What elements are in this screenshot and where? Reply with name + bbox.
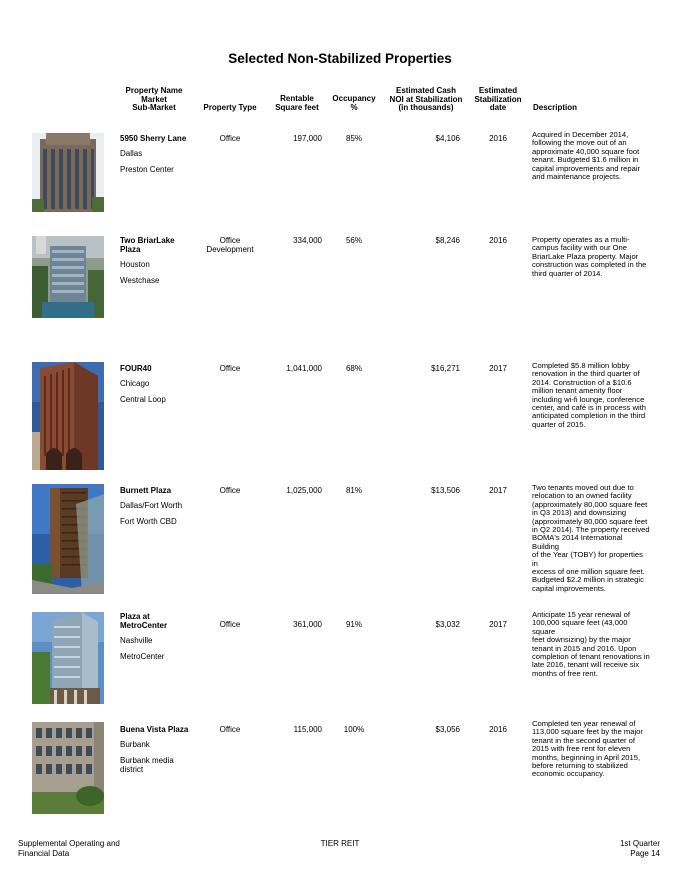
estimated-noi: $3,056: [435, 725, 460, 734]
property-name: Buena Vista Plaza: [120, 725, 189, 734]
property-type: Office Development: [206, 236, 254, 254]
market: Nashville: [120, 636, 153, 645]
market: Houston: [120, 260, 150, 269]
property-photo-two-briarlake-plaza: [32, 236, 104, 318]
property-name-cell: [120, 486, 200, 526]
estimated-noi: $13,506: [431, 486, 460, 495]
header-stabilization-date: Estimated Stabilization date: [474, 86, 522, 112]
estimated-noi: $8,246: [435, 236, 460, 245]
rentable-square-feet: 197,000: [293, 134, 322, 143]
occupancy: 100%: [343, 725, 365, 734]
footer-right: 1st Quarter Page 14: [619, 839, 660, 858]
sub-market: Westchase: [120, 276, 160, 285]
property-photo-four40: [32, 362, 104, 470]
rentable-square-feet: 115,000: [293, 725, 322, 734]
footer-center: TIER REIT: [320, 839, 360, 848]
market: Dallas/Fort Worth: [120, 501, 183, 510]
description: Anticipate 15 year renewal of 100,000 square feet (43,000 square feet downsizing) by the major tenant in 2015 and 2016. Upon completion of tenant renovations in late 2016, tenant will receive six months of free rent.: [532, 610, 650, 678]
property-name-cell: [120, 236, 200, 285]
header-description: Description: [533, 103, 578, 112]
occupancy: 68%: [345, 364, 362, 373]
property-name: Burnett Plaza: [120, 486, 172, 495]
stabilization-date: 2017: [489, 620, 507, 629]
occupancy: 56%: [345, 236, 362, 245]
occupancy: 91%: [345, 620, 362, 629]
rentable-square-feet: 1,025,000: [286, 486, 322, 495]
footer-left: Supplemental Operating and Financial Data: [18, 839, 120, 858]
description: Acquired in December 2014, following the move out of an approximate 40,000 square foot tenant. Budgeted $1.6 million in capital improvements and repair and maintenance projects.: [532, 130, 641, 182]
sub-market: Preston Center: [120, 165, 174, 174]
property-name-cell: [120, 612, 200, 661]
property-type: Office: [219, 486, 241, 495]
header-property-type: Property Type: [203, 103, 257, 112]
rentable-square-feet: 361,000: [293, 620, 322, 629]
property-photo-buena-vista-plaza: [32, 722, 104, 814]
property-name-line-2: MetroCenter: [120, 621, 168, 630]
sub-market: Central Loop: [120, 395, 166, 404]
property-name: FOUR40: [120, 364, 152, 373]
property-type: Office: [219, 620, 241, 629]
estimated-noi: $3,032: [435, 620, 460, 629]
occupancy: 81%: [345, 486, 362, 495]
property-photo-plaza-at-metrocenter: [32, 612, 104, 704]
property-name-cell: [120, 725, 200, 774]
market: Dallas: [120, 149, 143, 158]
rentable-square-feet: 334,000: [293, 236, 322, 245]
description: Two tenants moved out due to relocation to an owned facility (approximately 80,000 square feet in Q3 2013) and downsizing (approximately 80,000 square feet in Q2 2014). The property received BOMA's 2014 International Building of the Year (TOBY) for properties in excess of one million square feet. Budgeted $2.2 million in strategic capital improvements.: [532, 483, 650, 593]
property-name: Plaza at: [120, 612, 150, 621]
stabilization-date: 2017: [489, 364, 507, 373]
property-name-cell: [120, 364, 200, 404]
property-name-line-2: Plaza: [120, 245, 141, 254]
stabilization-date: 2016: [489, 236, 507, 245]
rentable-square-feet: 1,041,000: [286, 364, 322, 373]
stabilization-date: 2017: [489, 486, 507, 495]
property-type: Office: [219, 134, 241, 143]
header-noi: Estimated Cash NOI at Stabilization (in thousands): [389, 86, 463, 112]
sub-market-line-2: district: [120, 765, 144, 774]
property-name-cell: [120, 134, 200, 174]
property-name: Two BriarLake: [120, 236, 175, 245]
market: Burbank: [120, 740, 150, 749]
header-occupancy: Occupancy %: [332, 94, 376, 112]
header-property: Property Name Market Sub-Market: [125, 86, 183, 112]
stabilization-date: 2016: [489, 134, 507, 143]
occupancy: 85%: [345, 134, 362, 143]
page-title: Selected Non-Stabilized Properties: [228, 51, 452, 66]
description: Completed $5.8 million lobby renovation in the third quarter of 2014. Construction of a $10.6 million tenant amenity floor including wi-fi lounge, conference center, and café is in process with anticipated completion in the third quarter of 2015.: [532, 361, 646, 429]
property-photo-sherry-lane: [32, 133, 104, 212]
property-photo-burnett-plaza: [32, 484, 104, 594]
stabilization-date: 2016: [489, 725, 507, 734]
property-name: 5950 Sherry Lane: [120, 134, 187, 143]
sub-market: Fort Worth CBD: [120, 517, 177, 526]
property-type: Office: [219, 364, 241, 373]
description: Property operates as a multi- campus facility with our One BriarLake Plaza property. Major construction was completed in the third quarter of 2014.: [532, 235, 647, 278]
estimated-noi: $4,106: [435, 134, 460, 143]
description: Completed ten year renewal of 113,000 square feet by the major tenant in the second quarter of 2015 with free rent for eleven months, beginning in April 2015, before returning to stabilized economic occupancy.: [532, 719, 643, 779]
sub-market: MetroCenter: [120, 652, 165, 661]
estimated-noi: $16,271: [431, 364, 460, 373]
sub-market: Burbank media: [120, 756, 174, 765]
header-square-feet: Rentable Square feet: [275, 94, 319, 112]
property-type: Office: [219, 725, 241, 734]
market: Chicago: [120, 379, 150, 388]
